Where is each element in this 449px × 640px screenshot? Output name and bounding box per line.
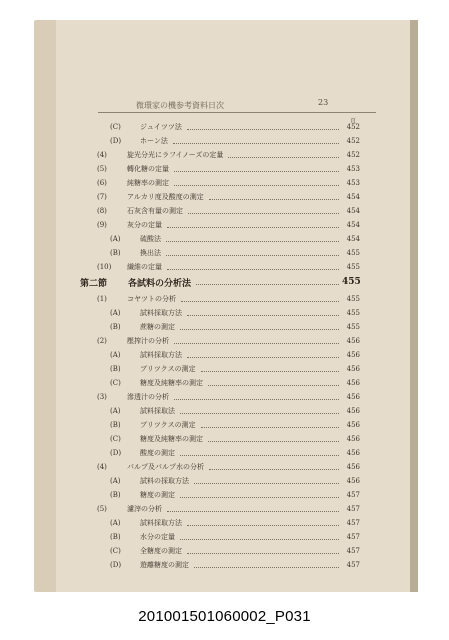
entry-title: 繊維の定量 bbox=[127, 263, 162, 271]
entry-number: (5) bbox=[97, 505, 107, 513]
entry-page: 456 bbox=[346, 407, 360, 415]
entry-page: 457 bbox=[346, 505, 360, 513]
entry-number: (D) bbox=[110, 449, 122, 457]
dot-leader bbox=[196, 284, 339, 285]
entry-number: (6) bbox=[97, 179, 107, 187]
entry-number: (A) bbox=[110, 309, 121, 317]
entry-title: 滲透汁の分析 bbox=[127, 393, 169, 401]
entry-title: 遊離糖度の測定 bbox=[140, 561, 189, 569]
entry-number: (4) bbox=[97, 151, 107, 159]
toc-entry bbox=[97, 149, 360, 161]
toc-entry bbox=[110, 377, 360, 389]
entry-title: ホーン法 bbox=[140, 137, 168, 145]
dot-leader bbox=[187, 553, 339, 554]
dot-leader bbox=[180, 455, 339, 456]
toc-entry bbox=[110, 349, 360, 361]
entry-number: (A) bbox=[110, 235, 121, 243]
entry-page: 452 bbox=[346, 151, 360, 159]
dot-leader bbox=[201, 371, 339, 372]
page-edge bbox=[410, 20, 418, 592]
dot-leader bbox=[166, 241, 339, 242]
entry-title: 試料採取方法 bbox=[140, 519, 182, 527]
entry-number: (2) bbox=[97, 337, 107, 345]
toc-entry bbox=[97, 391, 360, 403]
toc-entry bbox=[110, 489, 360, 501]
dot-leader bbox=[180, 413, 339, 414]
dot-leader bbox=[166, 255, 339, 256]
section-number: 第二節 bbox=[80, 278, 108, 289]
entry-page: 455 bbox=[346, 295, 360, 303]
dot-leader bbox=[208, 385, 339, 386]
entry-title: 糖度及純糖率の測定 bbox=[140, 379, 203, 387]
toc-entry bbox=[97, 177, 360, 189]
entry-number: (C) bbox=[110, 379, 121, 387]
toc-entry bbox=[110, 517, 360, 529]
page-column-mark: 頁 bbox=[350, 118, 357, 125]
entry-title: 全糖度の測定 bbox=[140, 547, 182, 555]
entry-page: 457 bbox=[346, 547, 360, 555]
entry-page: 454 bbox=[346, 193, 360, 201]
entry-title: ブリツクスの測定 bbox=[140, 421, 196, 429]
entry-number: (5) bbox=[97, 165, 107, 173]
entry-number: (B) bbox=[110, 365, 121, 373]
dot-leader bbox=[174, 399, 339, 400]
entry-number: (B) bbox=[110, 533, 121, 541]
entry-page: 456 bbox=[346, 463, 360, 471]
entry-page: 455 bbox=[346, 309, 360, 317]
running-title: 微環家の機参考資料日次 bbox=[136, 101, 224, 110]
entry-page: 456 bbox=[346, 337, 360, 345]
entry-title: 試料採取方法 bbox=[140, 309, 182, 317]
dot-leader bbox=[194, 567, 339, 568]
dot-leader bbox=[228, 157, 339, 158]
entry-title: ブリツクスの測定 bbox=[140, 365, 196, 373]
entry-page: 456 bbox=[346, 393, 360, 401]
entry-page: 455 bbox=[346, 249, 360, 257]
toc-entry bbox=[110, 531, 360, 543]
entry-number: (D) bbox=[110, 561, 122, 569]
entry-page: 454 bbox=[346, 235, 360, 243]
toc-entry bbox=[97, 293, 360, 305]
toc-entry bbox=[110, 135, 360, 147]
toc-entry bbox=[110, 405, 360, 417]
dot-leader bbox=[209, 469, 339, 470]
entry-number: (A) bbox=[110, 519, 121, 527]
toc-entry bbox=[110, 307, 360, 319]
dot-leader bbox=[180, 329, 339, 330]
dot-leader bbox=[194, 483, 339, 484]
dot-leader bbox=[188, 213, 339, 214]
entry-page: 453 bbox=[346, 165, 360, 173]
entry-title: 糖度の測定 bbox=[140, 491, 175, 499]
entry-title: アルカリ度及酸度の測定 bbox=[127, 193, 204, 201]
toc-entry bbox=[110, 121, 360, 133]
entry-page: 456 bbox=[346, 449, 360, 457]
entry-number: (A) bbox=[110, 477, 121, 485]
entry-title: 純糖率の測定 bbox=[127, 179, 169, 187]
image-caption: 201001501060002_P031 bbox=[138, 608, 311, 625]
dot-leader bbox=[187, 525, 339, 526]
toc-entry bbox=[110, 559, 360, 571]
dot-leader bbox=[173, 143, 339, 144]
entry-title: 糖度及純糖率の測定 bbox=[140, 435, 203, 443]
toc-entry bbox=[110, 247, 360, 259]
entry-number: (9) bbox=[97, 221, 107, 229]
entry-page: 455 bbox=[346, 323, 360, 331]
toc-entry bbox=[97, 205, 360, 217]
entry-number: (8) bbox=[97, 207, 107, 215]
dot-leader bbox=[187, 129, 339, 130]
toc-entry bbox=[110, 475, 360, 487]
dot-leader bbox=[180, 539, 339, 540]
toc-entry bbox=[97, 261, 360, 273]
entry-number: (1) bbox=[97, 295, 107, 303]
dot-leader bbox=[187, 315, 339, 316]
header-rule bbox=[98, 112, 376, 113]
toc-entry bbox=[110, 447, 360, 459]
dot-leader bbox=[167, 269, 339, 270]
entry-number: (C) bbox=[110, 547, 121, 555]
dot-leader bbox=[208, 441, 339, 442]
dot-leader bbox=[180, 497, 339, 498]
entry-number: (B) bbox=[110, 421, 121, 429]
entry-title: パルプ及パルプ水の分析 bbox=[127, 463, 204, 471]
toc-entry bbox=[110, 419, 360, 431]
entry-number: (D) bbox=[110, 137, 122, 145]
entry-number: (B) bbox=[110, 249, 121, 257]
dot-leader bbox=[174, 171, 339, 172]
entry-title: 試料採取法 bbox=[140, 407, 175, 415]
entry-title: 酸度の測定 bbox=[140, 449, 175, 457]
dot-leader bbox=[201, 427, 339, 428]
entry-page: 454 bbox=[346, 207, 360, 215]
entry-page: 453 bbox=[346, 179, 360, 187]
entry-title: 旋光分光にラフイノーズの定量 bbox=[127, 151, 224, 159]
dot-leader bbox=[181, 301, 339, 302]
entry-title: 試料採取方法 bbox=[140, 351, 182, 359]
entry-page: 457 bbox=[346, 533, 360, 541]
entry-title: 石灰含有量の測定 bbox=[127, 207, 183, 215]
dot-leader bbox=[167, 227, 339, 228]
dot-leader bbox=[174, 185, 339, 186]
entry-title: 灰分の定量 bbox=[127, 221, 162, 229]
entry-title: 試料の採取方法 bbox=[140, 477, 189, 485]
entry-page: 456 bbox=[346, 379, 360, 387]
entry-title: 換出法 bbox=[140, 249, 161, 257]
entry-title: コヤツトの分析 bbox=[127, 295, 176, 303]
entry-page: 456 bbox=[346, 435, 360, 443]
dot-leader bbox=[187, 357, 339, 358]
toc-entry bbox=[97, 191, 360, 203]
entry-number: (4) bbox=[97, 463, 107, 471]
entry-number: (C) bbox=[110, 123, 121, 131]
entry-page: 452 bbox=[346, 137, 360, 145]
entry-page: 455 bbox=[342, 277, 361, 287]
toc-entry bbox=[97, 335, 360, 347]
entry-page: 455 bbox=[346, 263, 360, 271]
toc-entry bbox=[110, 233, 360, 245]
toc-section-heading bbox=[80, 275, 360, 289]
toc-entry bbox=[97, 163, 360, 175]
entry-page: 454 bbox=[346, 221, 360, 229]
entry-number: (10) bbox=[97, 263, 112, 271]
dot-leader bbox=[174, 343, 339, 344]
section-title: 各試料の分析法 bbox=[128, 278, 192, 289]
toc-entry bbox=[110, 433, 360, 445]
entry-number: (3) bbox=[97, 393, 107, 401]
dot-leader bbox=[209, 199, 339, 200]
entry-number: (7) bbox=[97, 193, 107, 201]
entry-page: 456 bbox=[346, 421, 360, 429]
entry-page: 457 bbox=[346, 561, 360, 569]
entry-number: (A) bbox=[110, 351, 121, 359]
toc-entry bbox=[110, 363, 360, 375]
entry-number: (A) bbox=[110, 407, 121, 415]
entry-number: (C) bbox=[110, 435, 121, 443]
entry-title: ジュイツツ法 bbox=[140, 123, 182, 131]
entry-number: (B) bbox=[110, 491, 121, 499]
page-number: 23 bbox=[318, 98, 329, 107]
entry-title: 濾滓の分析 bbox=[127, 505, 162, 513]
entry-title: 蔗糖の測定 bbox=[140, 323, 175, 331]
toc-entry bbox=[97, 461, 360, 473]
toc-entry bbox=[110, 545, 360, 557]
entry-page: 456 bbox=[346, 365, 360, 373]
toc-entry bbox=[110, 321, 360, 333]
dot-leader bbox=[167, 511, 339, 512]
entry-page: 457 bbox=[346, 519, 360, 527]
entry-title: 轉化糖の定量 bbox=[127, 165, 169, 173]
toc-entry bbox=[97, 503, 360, 515]
entry-title: 水分の定量 bbox=[140, 533, 175, 541]
entry-page: 456 bbox=[346, 351, 360, 359]
entry-page: 456 bbox=[346, 477, 360, 485]
toc-entry bbox=[97, 219, 360, 231]
entry-title: 壓搾汁の分析 bbox=[127, 337, 169, 345]
entry-page: 457 bbox=[346, 491, 360, 499]
entry-page: 452 bbox=[346, 123, 360, 131]
entry-title: 硫酸法 bbox=[140, 235, 161, 243]
entry-number: (B) bbox=[110, 323, 121, 331]
